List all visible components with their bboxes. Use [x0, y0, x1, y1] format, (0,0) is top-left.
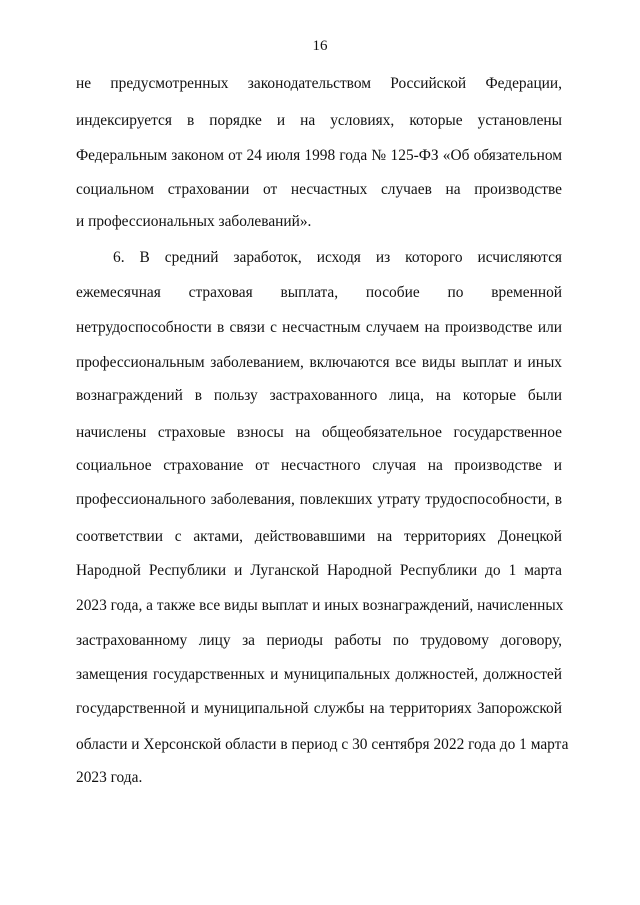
text-line: профессиональным заболеванием, включаются все виды выплат и иных — [76, 354, 562, 371]
text-line: не предусмотренных законодательством Российской Федерации, — [76, 75, 562, 92]
text-line: замещения государственных и муниципальных должностей, должностей — [76, 666, 562, 683]
text-line: ежемесячная страховая выплата, пособие по временной — [76, 284, 562, 301]
text-line: индексируется в порядке и на условиях, которые установлены — [76, 112, 562, 129]
text-line: профессионального заболевания, повлекших утрату трудоспособности, в — [76, 491, 562, 508]
text-line: начислены страховые взносы на общеобязательное государственное — [76, 424, 562, 441]
text-line: государственной и муниципальной службы на территориях Запорожской — [76, 700, 562, 717]
text-line: и профессиональных заболеваний». — [76, 213, 312, 230]
page-number: 16 — [312, 38, 328, 54]
text-line: вознаграждений в пользу застрахованного лица, на которые были — [76, 387, 562, 404]
text-line: Федеральным законом от 24 июля 1998 года № 125-ФЗ «Об обязательном — [76, 147, 562, 164]
text-line: соответствии с актами, действовавшими на территориях Донецкой — [76, 528, 562, 545]
paragraph-first-line: 6. В средний заработок, исходя из которого исчисляются — [113, 249, 562, 266]
text-line: области и Херсонской области в период с 30 сентября 2022 года до 1 марта — [76, 736, 569, 753]
text-line: 2023 года. — [76, 769, 143, 786]
text-line: нетрудоспособности в связи с несчастным случаем на производстве или — [76, 319, 562, 336]
text-line: застрахованному лицу за периоды работы по трудовому договору, — [76, 632, 562, 649]
text-line: 2023 года, а также все виды выплат и иных вознаграждений, начисленных — [76, 597, 564, 614]
text-line: социальное страхование от несчастного случая на производстве и — [76, 457, 562, 474]
text-line: Народной Республики и Луганской Народной Республики до 1 марта — [76, 562, 562, 579]
text-line: социальном страховании от несчастных случаев на производстве — [76, 181, 562, 198]
